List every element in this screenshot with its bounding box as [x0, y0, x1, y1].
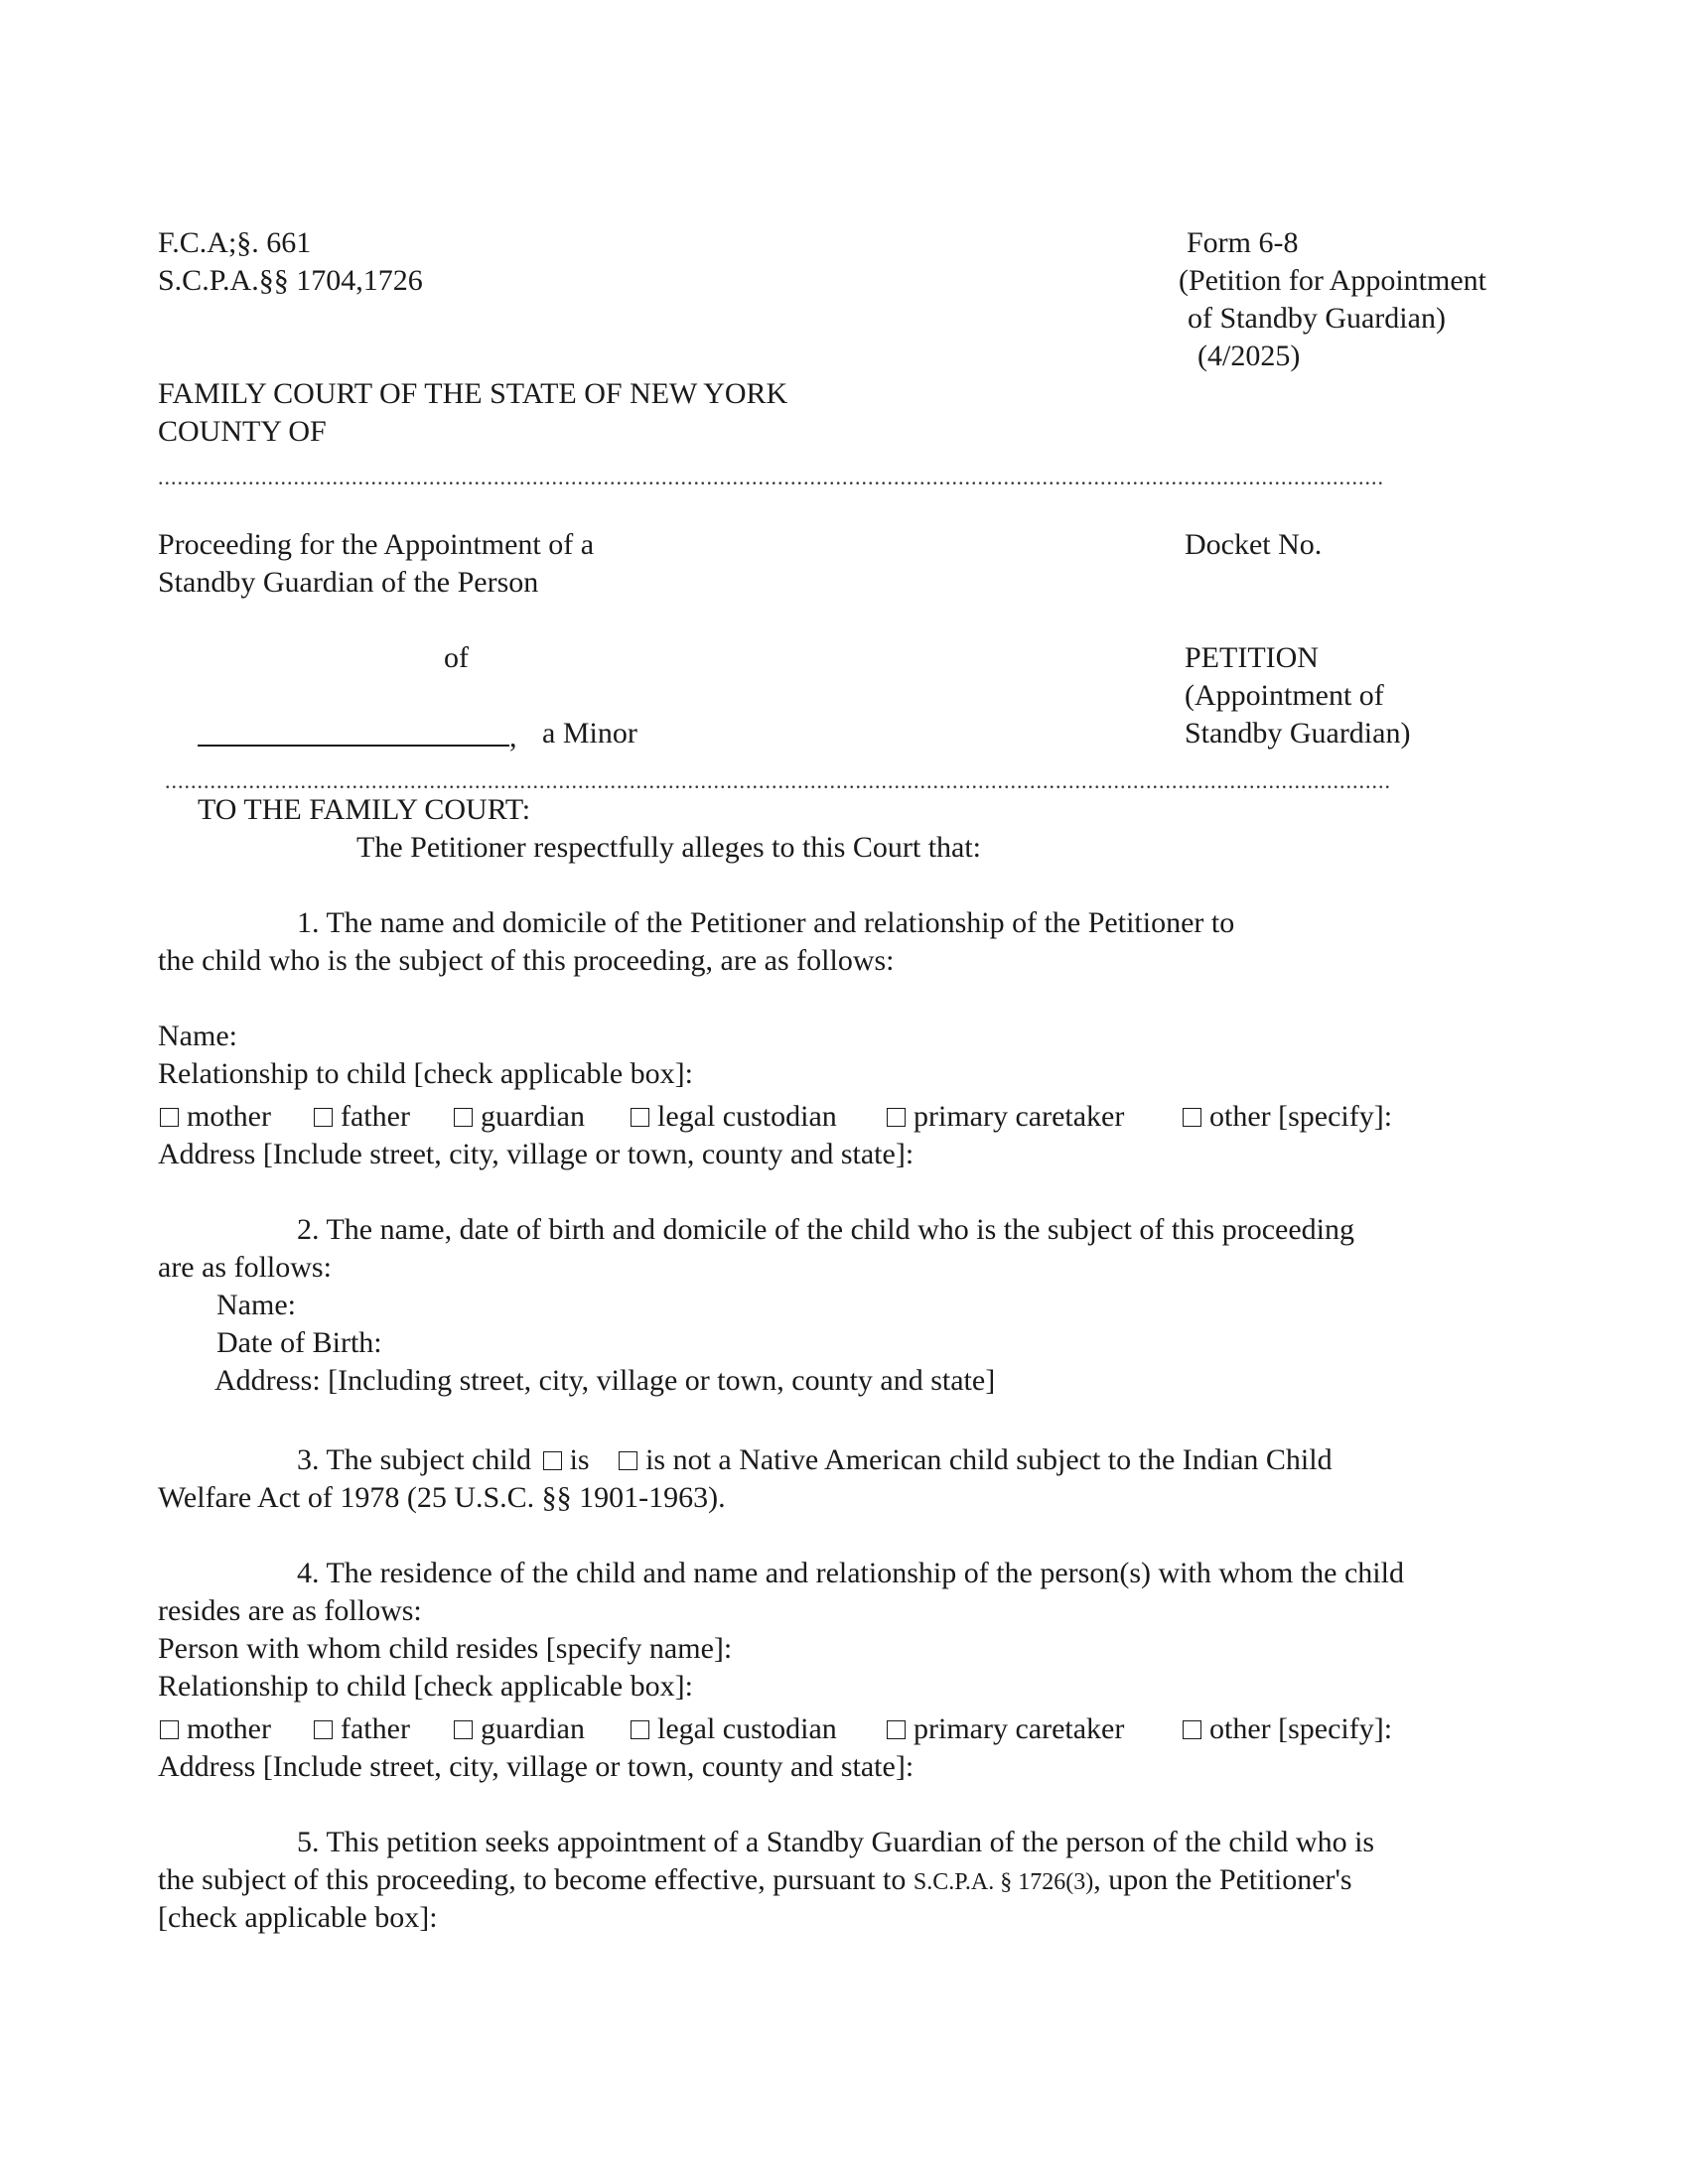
icwa-is-label: is — [569, 1443, 590, 1476]
scpa-citation: S.C.P.A. § 1726(3) — [913, 1869, 1094, 1895]
icwa-is-not-label: is not a Native American child subject to the Indian Child — [645, 1443, 1333, 1476]
checkbox[interactable] — [314, 1720, 333, 1739]
of-label: of — [444, 641, 469, 674]
p4-option-mother[interactable]: mother — [160, 1710, 271, 1748]
para4-line2: resides are as follows: — [158, 1594, 422, 1627]
icwa-is-checkbox[interactable] — [543, 1451, 562, 1470]
icwa-is-not-checkbox[interactable] — [619, 1451, 637, 1470]
checkbox[interactable] — [454, 1720, 473, 1739]
petitioner-address-label: Address [Include street, city, village or town, county and state]: — [158, 1138, 914, 1170]
checkbox[interactable] — [631, 1720, 649, 1739]
p4-option-other[interactable]: other [specify]: — [1183, 1710, 1392, 1748]
docket-number-label: Docket No. — [1185, 528, 1323, 561]
para4-line1: 4. The residence of the child and name and relationship of the person(s) with whom the child — [297, 1557, 1404, 1589]
para2-line1: 2. The name, date of birth and domicile of the child who is the subject of this proceeding — [297, 1213, 1354, 1246]
checkbox[interactable] — [887, 1720, 906, 1739]
petition-subtitle-1: (Appointment of — [1185, 679, 1384, 712]
p1-option-mother[interactable]: mother — [160, 1098, 271, 1136]
p1-option-legal-custodian[interactable]: legal custodian — [631, 1098, 837, 1136]
p4-option-guardian[interactable]: guardian — [454, 1710, 585, 1748]
resident-address-label: Address [Include street, city, village or town, county and state]: — [158, 1750, 914, 1783]
form-date: (4/2025) — [1197, 340, 1301, 372]
checkbox[interactable] — [314, 1108, 333, 1127]
p4-option-father[interactable]: father — [314, 1710, 410, 1748]
p1-option-father[interactable]: father — [314, 1098, 410, 1136]
p1-option-primary-caretaker[interactable]: primary caretaker — [887, 1098, 1124, 1136]
caption-dotted-line-top: .............................................................................................................................................................................................. — [158, 465, 1384, 489]
petitioner-relationship-label: Relationship to child [check applicable box]: — [158, 1057, 694, 1090]
checkbox[interactable] — [631, 1108, 649, 1127]
p1-option-guardian[interactable]: guardian — [454, 1098, 585, 1136]
p4-option-legal-custodian[interactable]: legal custodian — [631, 1710, 837, 1748]
petition-title: PETITION — [1185, 641, 1319, 674]
para1-line2: the child who is the subject of this proceeding, are as follows: — [158, 944, 895, 977]
form-description-2: of Standby Guardian) — [1188, 302, 1446, 335]
para5-line2 — [158, 1861, 1352, 1901]
child-name-label: Name: — [216, 1289, 296, 1321]
resident-relationship-label: Relationship to child [check applicable box]: — [158, 1670, 694, 1703]
checkbox[interactable] — [1183, 1108, 1201, 1127]
checkbox[interactable] — [454, 1108, 473, 1127]
child-dob-label: Date of Birth: — [216, 1326, 382, 1359]
child-address-label: Address: [Including street, city, village or town, county and state] — [214, 1364, 996, 1397]
alleges-intro: The Petitioner respectfully alleges to this Court that: — [356, 831, 982, 864]
statute-citation-scpa: S.C.P.A.§§ 1704,1726 — [158, 264, 423, 297]
to-the-court: TO THE FAMILY COURT: — [198, 793, 531, 826]
p4-option-primary-caretaker[interactable]: primary caretaker — [887, 1710, 1124, 1748]
court-name: FAMILY COURT OF THE STATE OF NEW YORK — [158, 377, 788, 410]
caption-dotted-line-bottom: .............................................................................................................................................................................................. — [165, 768, 1391, 793]
para5-line3: [check applicable box]: — [158, 1901, 438, 1934]
para2-line2: are as follows: — [158, 1251, 332, 1284]
checkbox[interactable] — [887, 1108, 906, 1127]
form-number: Form 6-8 — [1187, 226, 1299, 259]
checkbox[interactable] — [160, 1108, 179, 1127]
statute-citation-fca: F.C.A;§. 661 — [158, 226, 312, 259]
minor-label: a Minor — [542, 717, 637, 750]
minor-name-line — [198, 715, 517, 756]
proceeding-title-2: Standby Guardian of the Person — [158, 566, 539, 599]
para5-line2-start: the subject of this proceeding, to become effective, pursuant to — [158, 1863, 914, 1896]
para3-line2: Welfare Act of 1978 (25 U.S.C. §§ 1901-1963). — [158, 1481, 726, 1514]
p1-option-other[interactable]: other [specify]: — [1183, 1098, 1392, 1136]
para5-line2-end: , upon the Petitioner's — [1093, 1863, 1352, 1896]
petitioner-name-label: Name: — [158, 1020, 237, 1052]
checkbox[interactable] — [1183, 1720, 1201, 1739]
para5-line1: 5. This petition seeks appointment of a Standby Guardian of the person of the child who is — [297, 1826, 1375, 1858]
form-description-1: (Petition for Appointment — [1179, 264, 1486, 297]
county-label: COUNTY OF — [158, 415, 327, 448]
minor-name-blank[interactable] — [198, 715, 509, 747]
minor-comma: , — [509, 721, 517, 753]
petition-subtitle-2: Standby Guardian) — [1185, 717, 1411, 750]
proceeding-title-1: Proceeding for the Appointment of a — [158, 528, 595, 561]
para3-line1 — [297, 1441, 1333, 1479]
checkbox[interactable] — [160, 1720, 179, 1739]
resident-person-label: Person with whom child resides [specify name]: — [158, 1632, 733, 1665]
para1-line1: 1. The name and domicile of the Petitioner and relationship of the Petitioner to — [297, 906, 1235, 939]
para3-prefix: 3. The subject child — [297, 1443, 532, 1476]
